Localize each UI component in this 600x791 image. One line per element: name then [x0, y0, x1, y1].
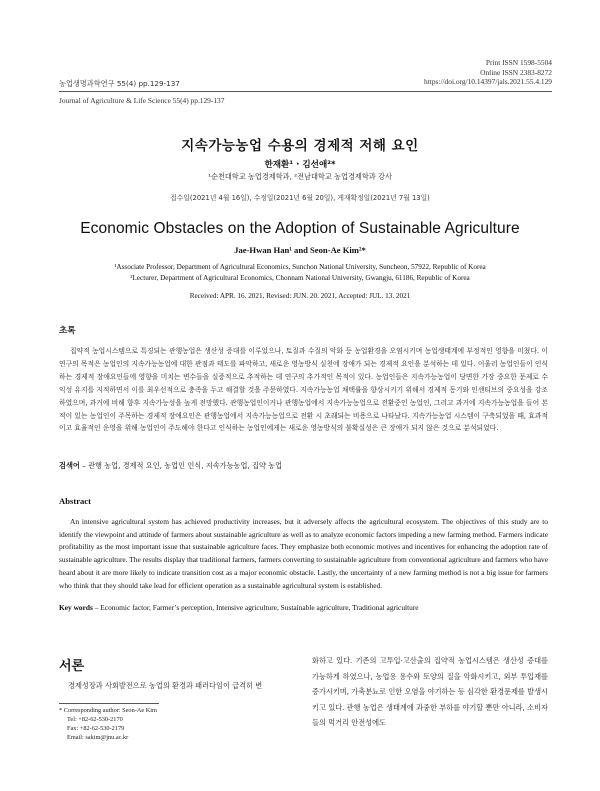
korean-keywords-list: – 관행 농업, 경제적 요인, 농업인 인식, 지속가능농업, 집약 농업 — [82, 461, 283, 470]
doi-link[interactable]: https://doi.org/10.14397/jals.2021.55.4.129 — [424, 77, 552, 87]
journal-korean: 농업생명과학연구 55(4) pp.129-137 — [59, 79, 180, 88]
intro-left-text: 경제성장과 사회발전으로 농업의 환경과 패러다임이 급격히 변 — [68, 681, 263, 690]
korean-authors: 한재환¹ · 김선애²* — [264, 160, 336, 170]
korean-title: 지속가능농업 수용의 경제적 저해 요인 — [181, 138, 419, 154]
english-dates: Received: APR. 16. 2021, Revised: JUN. 20. 2021, Accepted: JUL. 13. 2021 — [189, 292, 411, 300]
print-issn: Print ISSN 1598-5504 — [485, 58, 552, 67]
english-abstract-body: An intensive agricultural system has achieved productivity increases, but it adversely affects the agricultural ecosystem. The objectives of this study are to identify the viewpoint and attitude of farmers about sustainable agriculture as well as to analyze economic factors impeding a new farming method. Farmers indicate profitability as the most important issue that sustainable agriculture faces. They emphasize both economic motives and incentives for enhancing the adoption rate of sustainable agriculture. The results display that traditional farmers, farmers converting to sustainable agriculture from conventional agriculture and farmers who have heard about it are more likely to indicate transition cost as a major economic obstacle. Lastly, the uncertainty of a new farming method is not a big issue for farmers who think that they should take lead for efficient operation as a sustainable agricultural system is established. — [59, 517, 548, 590]
intro-right-text: 화하고 있다. 기존의 고투입·고산출의 집약적 농업시스템은 생산성 증대를 가능하게 하였으나, 농업용 용수와 토양의 질을 악화시키고, 외부 투입재를 증가시키며, 가축분뇨로 인한 오염을 야기하는 등 심각한 환경문제를 발생시키고 있다. 관행 농업은 생태계에 과중한 부하를 야기할 뿐만 아니라, 소비자들의 먹거리 안전성에도 — [312, 656, 548, 728]
footnote-email[interactable]: Email: sakim@jnu.ac.kr — [67, 734, 129, 742]
korean-keywords — [59, 461, 282, 471]
korean-affiliation: ¹순천대학교 농업경제학과, ²전남대학교 농업경제학과 강사 — [208, 172, 392, 181]
footnote-rule — [59, 703, 159, 704]
english-title: Economic Obstacles on the Adoption of Sustainable Agriculture — [80, 220, 520, 237]
online-issn: Online ISSN 2383-8272 — [480, 67, 552, 77]
corresponding-footnote — [59, 706, 157, 742]
english-abstract-heading: Abstract — [59, 496, 91, 506]
korean-abstract-body: 집약적 농업시스템으로 특징되는 관행농업은 생산성 증대를 이루었으나, 토질과 수질의 악화 등 농업환경을 오염시키며 농업생태계에 부정적인 영향을 미쳤다. 이 연구의 목적은 농업인의 지속가능농업에 대한 관점과 태도를 파악하고, 새로운 영농방식 실천에 장애가 되는 경제적 요인을 분석하는 데 있다. 이울러 농업인들이 인식하는 경제적 장애요인들에 영향을 미치는 변수들을 실증적으로 추적하는 데 연구의 추가적인 목적이 있다. 농업인들은 지속가능농업이 당면한 가장 중요한 문제로 수익성 유지를 지적하면서 이를 최우선적으로 충족을 두고 해결할 것을 주문하였다. 지속가능농업 채택률을 향상시키기 위해서 경제적 동기와 인센티브의 중요성을 강조하였으며, 과거에 비해 향후 지속가능성을 높게 전망했다. 관행농업인이거나 관행농업에서 지속가능농업으로 전환중인 농업인, 그리고 과거에 지속가능농업을 들어 본 적이 있는 농업인이 주목하는 경제적 장애요인은 관행농업에서 지속가능농업으로 전환 시 초래되는 비용으로 나타났다. 지속가능농업 시스템이 구축되었을 때, 효과적이고 효율적인 운영을 위해 농업인이 주도해야 한다고 인식하는 농업인에게는 새로운 영농방식의 불확실성은 큰 장애가 되지 않은 것으로 분석되었다. — [59, 347, 548, 433]
header-rule — [59, 91, 552, 92]
affiliation-1: ¹Associate Professor, Department of Agricultural Economics, Sunchon National University, Suncheon, 57922, Republic of Korea — [114, 263, 486, 271]
korean-keywords-label: 검색어 — [59, 461, 80, 470]
english-affiliations — [0, 262, 600, 284]
issn-block — [424, 58, 552, 87]
korean-dates: 접수일(2021년 4월 16일), 수정일(2021년 6월 20일), 게재확정일(2021년 7월 13일) — [170, 194, 430, 202]
footnote-fax: Fax: +82-62-530-2179 — [67, 725, 125, 733]
footnote-tel: Tel: +82-62-530-2170 — [67, 716, 123, 724]
english-keywords-list: – Economic factor, Farmer’s perception, Intensive agriculture, Sustainable agriculture, Traditional agriculture — [94, 603, 419, 612]
intro-heading: 서론 — [59, 659, 85, 674]
korean-abstract-heading: 초록 — [59, 326, 76, 336]
english-keywords-label: Key words — [59, 603, 93, 612]
english-authors: Jae-Hwan Han¹ and Seon-Ae Kim²* — [234, 245, 366, 255]
journal-english: Journal of Agriculture & Life Science 55(4) pp.129-137 — [59, 96, 225, 105]
affiliation-2: ²Lecturer, Department of Agricultural Economics, Chonnam National University, Gwangju, 61186, Republic of Korea — [130, 274, 470, 282]
footnote-author: * Corresponding author: Seon-Ae Kim — [59, 707, 157, 714]
english-keywords — [59, 603, 419, 612]
